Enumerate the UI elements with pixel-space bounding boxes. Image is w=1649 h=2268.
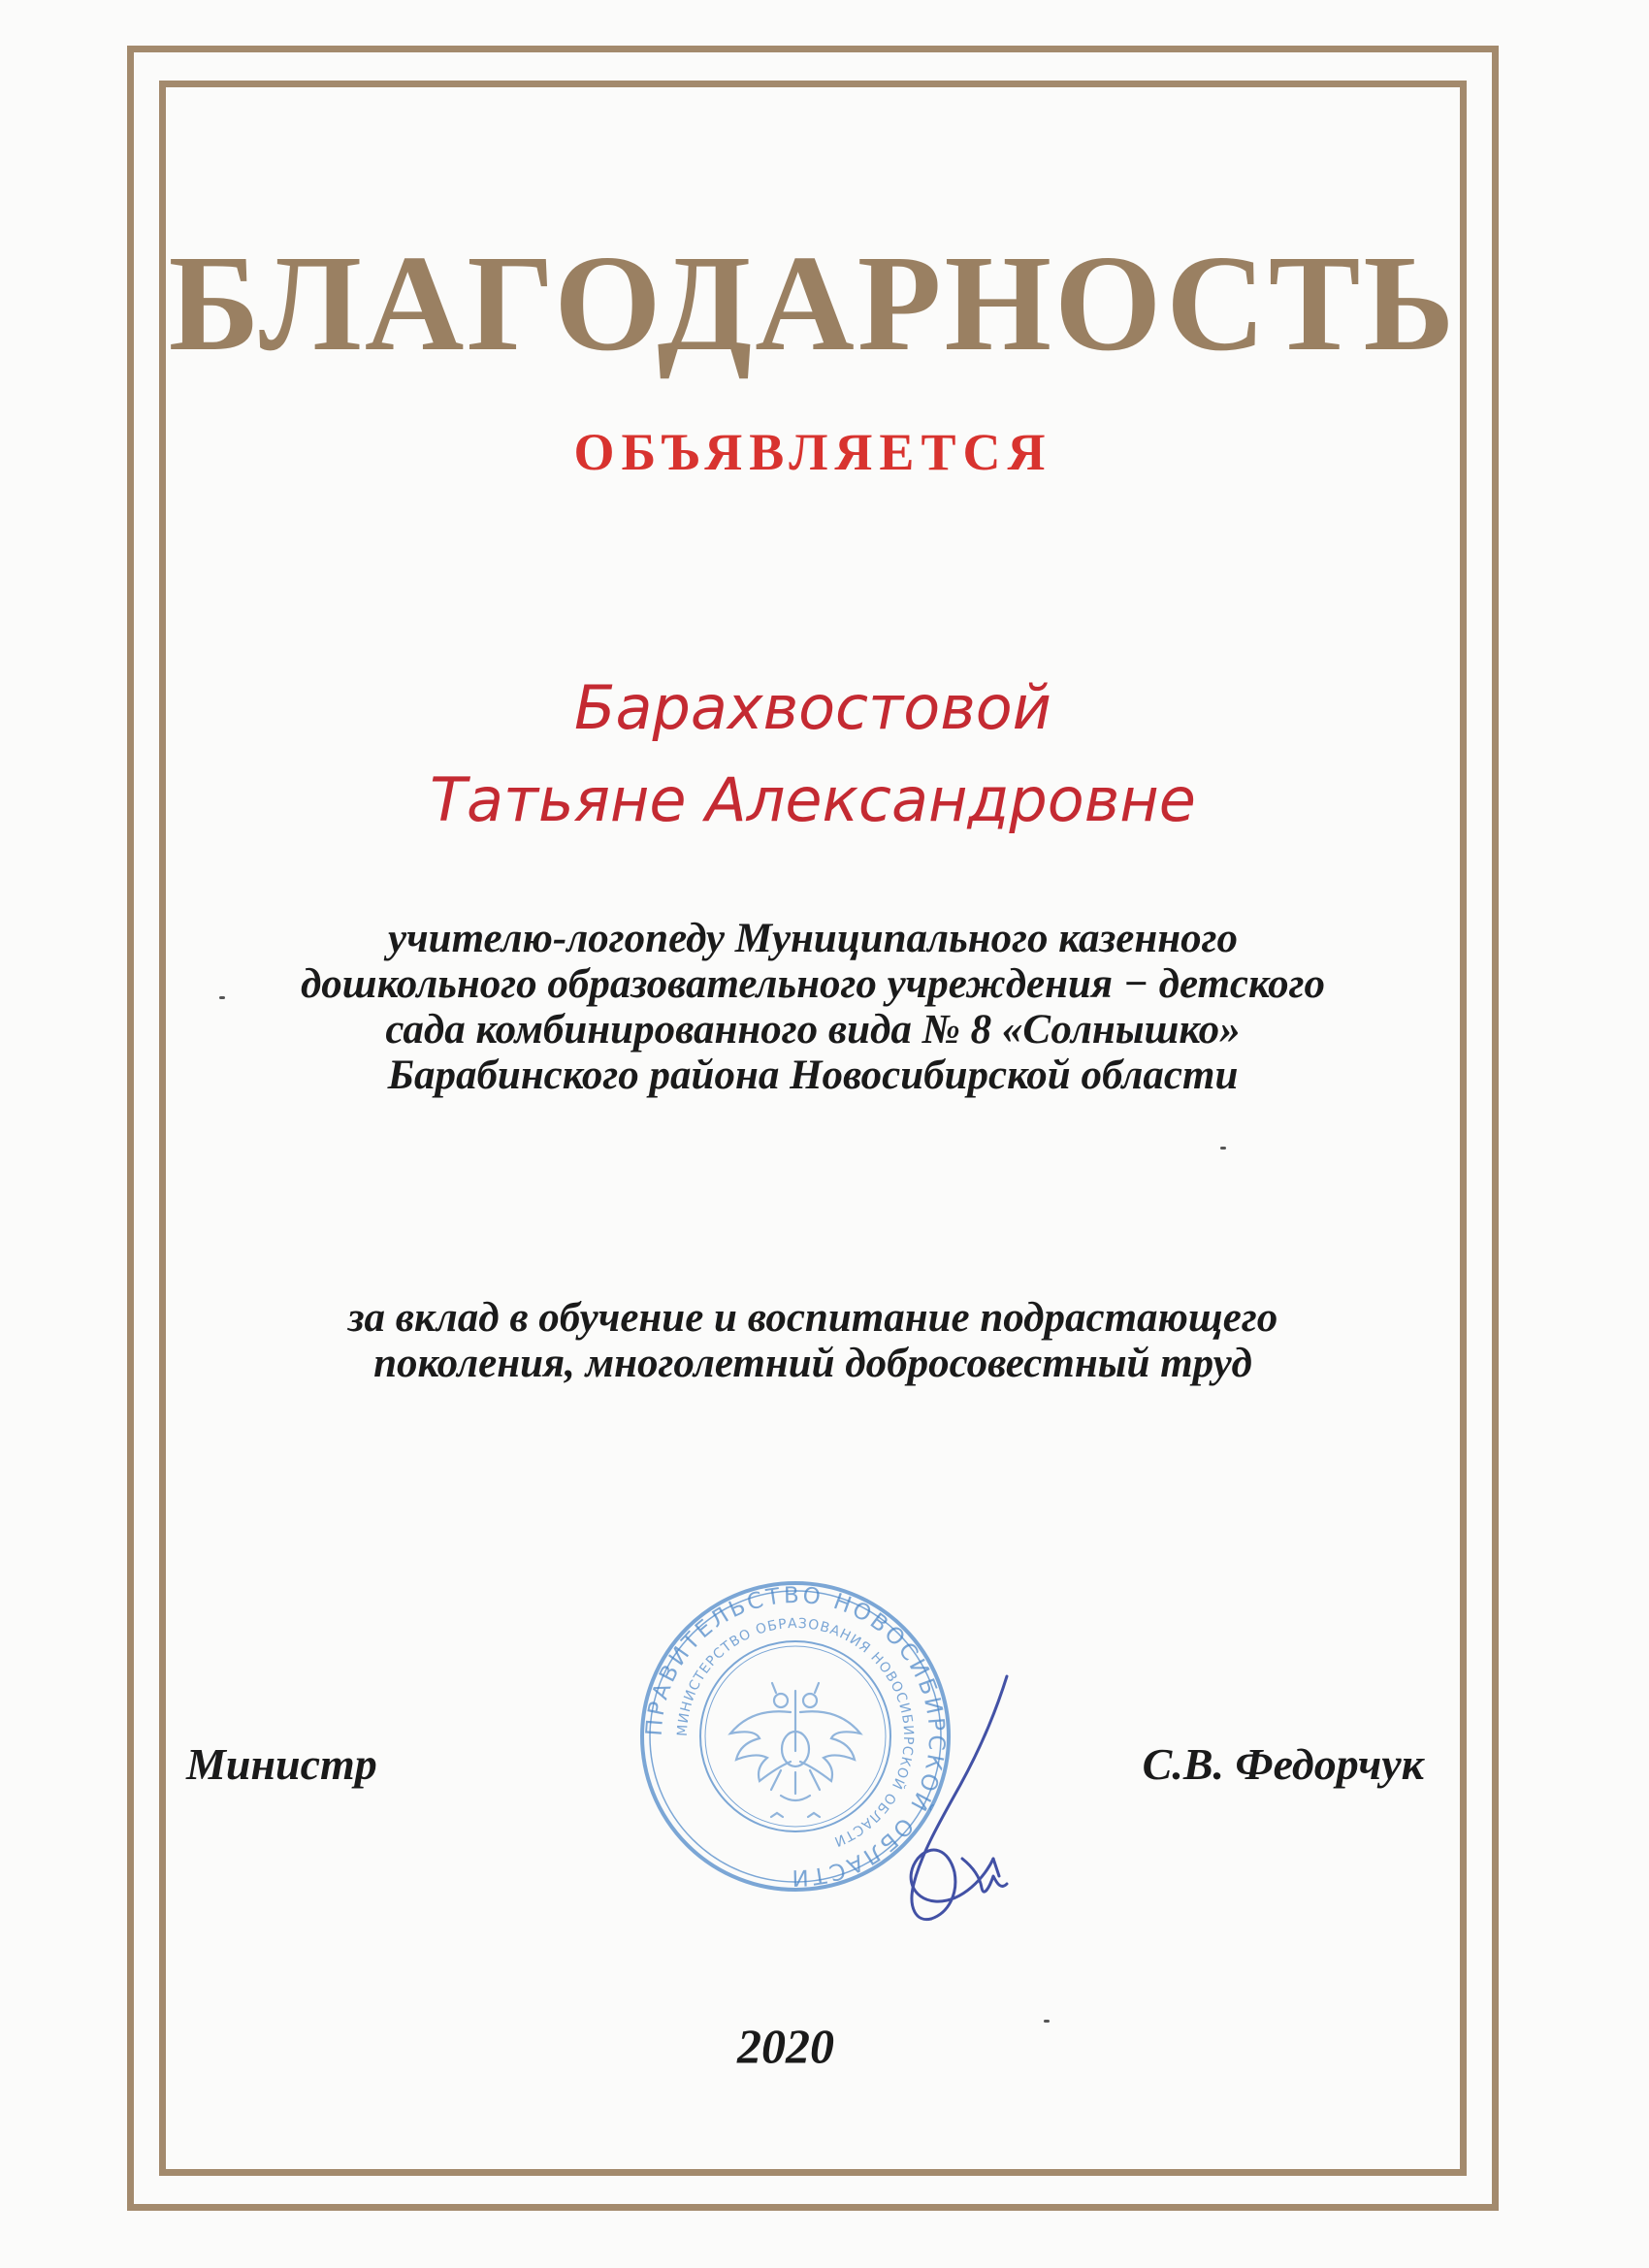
signatory-name: С.В. Федорчук (1142, 1739, 1424, 1789)
certificate-subtitle: ОБЪЯВЛЯЕТСЯ (573, 423, 1052, 481)
position-line: сада комбинированного вида № 8 «Солнышко» (385, 1007, 1241, 1053)
position-line: Барабинского района Новосибирской области (387, 1053, 1239, 1098)
seal-outer-text: ПРАВИТЕЛЬСТВО НОВОСИБИРСКОЙ ОБЛАСТИ (641, 1582, 950, 1891)
reason-line: поколения, многолетний добросовестный труд (373, 1341, 1252, 1386)
position-line: учителю-логопеду Муниципального казенного (388, 916, 1238, 961)
handwritten-signature-icon (892, 1669, 1038, 1940)
eagle-emblem-icon (730, 1683, 860, 1817)
signatory-title: Министр (186, 1739, 377, 1789)
certificate-title: БЛАГОДАРНОСТЬ (168, 226, 1458, 379)
certificate-year: 2020 (737, 2019, 834, 2073)
seal-inner-text: МИНИСТЕРСТВО ОБРАЗОВАНИЯ НОВОСИБИРСКОЙ ОБЛАСТИ (674, 1615, 917, 1850)
recipient-position (165, 916, 1461, 1098)
recipient-given-names: Татьяне Александровне (430, 764, 1196, 835)
paper-speck (1220, 1147, 1226, 1150)
recipient-surname: Барахвостовой (574, 672, 1051, 743)
award-reason (165, 1295, 1461, 1386)
paper-speck (1044, 2020, 1050, 2023)
position-line: дошкольного образовательного учреждения − детского (300, 961, 1326, 1007)
paper-speck (219, 996, 225, 999)
reason-line: за вклад в обучение и воспитание подрастающего (347, 1295, 1278, 1341)
